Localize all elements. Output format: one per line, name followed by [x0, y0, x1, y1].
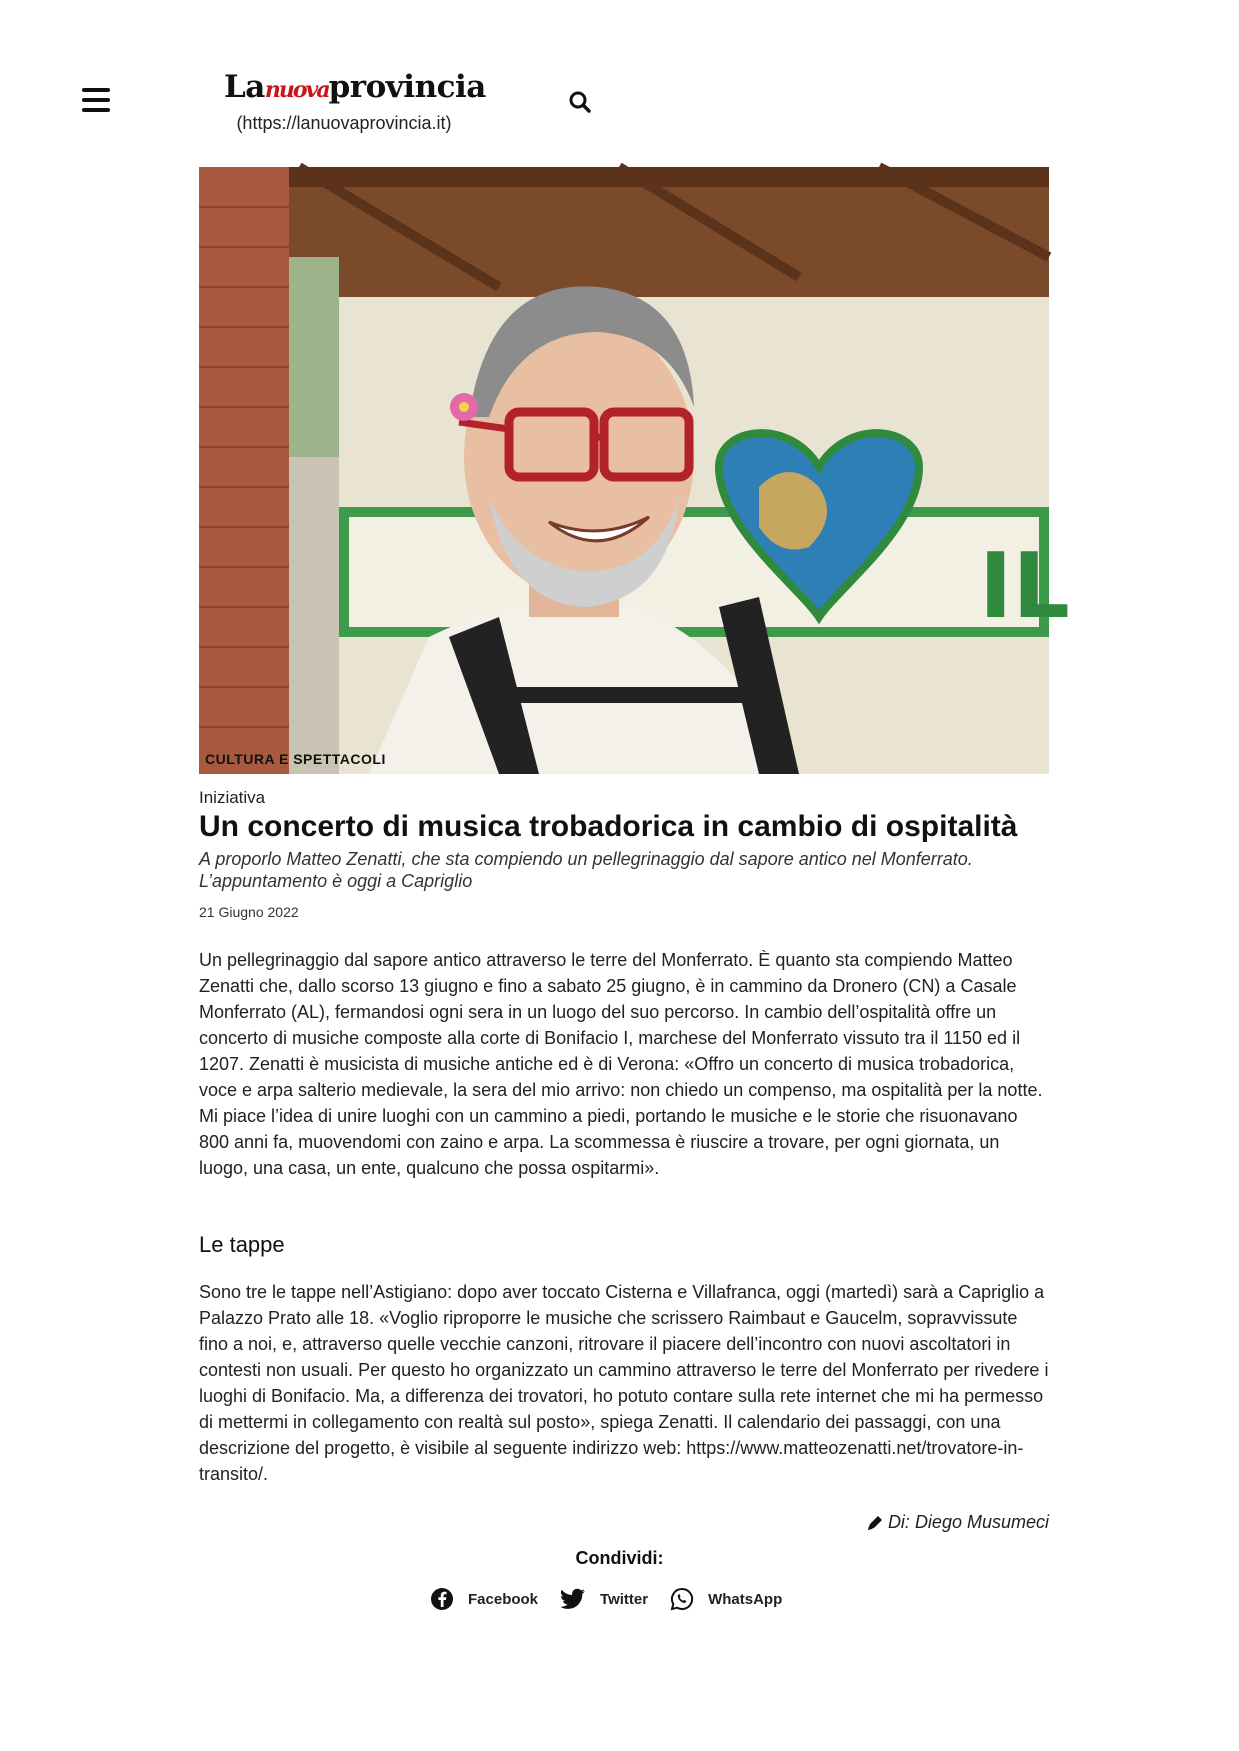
- share-twitter-button[interactable]: Twitter: [560, 1588, 648, 1610]
- logo-url-link[interactable]: (https://lanuovaprovincia.it): [236, 113, 452, 133]
- share-label: Condividi:: [575, 1548, 664, 1568]
- twitter-icon: [560, 1588, 586, 1610]
- category-label[interactable]: CULTURA E SPETTACOLI: [205, 751, 386, 767]
- article-date: 21 Giugno 2022: [199, 904, 299, 920]
- article-author: [866, 1512, 1049, 1533]
- share-facebook-button[interactable]: Facebook: [430, 1587, 538, 1611]
- svg-text:IL: IL: [979, 534, 1070, 639]
- share-whatsapp-button[interactable]: WhatsApp: [670, 1587, 782, 1611]
- whatsapp-icon: [670, 1587, 694, 1611]
- facebook-icon: [430, 1587, 454, 1611]
- author-name: Di: Diego Musumeci: [887, 1512, 1049, 1532]
- hamburger-menu-icon[interactable]: [82, 88, 110, 114]
- article-subtitle: A proporlo Matteo Zenatti, che sta compiendo un pellegrinaggio dal sapore antico nel Monferrato. L’appuntamento è oggi a Capriglio: [199, 849, 973, 891]
- article-paragraph: Un pellegrinaggio dal sapore antico attraverso le terre del Monferrato. È quanto sta compiendo Matteo Zenatti che, dallo scorso 13 giugno e fino a sabato 25 giugno, è in cammino da Dronero (CN) a Casale Monferrato (AL), fermandosi ogni sera in un luogo del suo percorso. In cambio dell’ospitalità offre un concerto di musiche composte alla corte di Bonifacio I, marchese del Monferrato vissuto tra il 1150 ed il 1207. Zenatti è musicista di musiche antiche ed è di Verona: «Offro un concerto di musica trobadorica, voce e arpa salterio medievale, la sera del mio arrivo: non chiedo un compenso, ma ospitalità per la notte. Mi piace l’idea di unire luoghi con un cammino a piedi, portando le musiche e le storie che risuonavano 800 anni fa, muovendomi con zaino e arpa. La scommessa è riuscire a trovare, per ogni giornata, un luogo, una casa, un ente, qualcuno che possa ospitarmi».: [199, 950, 1043, 1178]
- site-logo[interactable]: [224, 68, 486, 134]
- article-kicker: Iniziativa: [199, 788, 266, 807]
- section-title: Le tappe: [199, 1232, 285, 1257]
- hero-image: [199, 167, 1070, 774]
- pen-icon: [866, 1514, 884, 1532]
- article-title: Un concerto di musica trobadorica in cambio di ospitalità: [199, 810, 1018, 843]
- share-bar: [430, 1587, 794, 1611]
- article-paragraph: Sono tre le tappe nell’Astigiano: dopo aver toccato Cisterna e Villafranca, oggi (martedì) sarà a Capriglio a Palazzo Prato alle 18. «Voglio riproporre le musiche che scrissero Raimbaut e Gaucelm, sopravvissute fino a noi, e, attraverso quelle vecchie canzoni, ritrovare il piacere dell’incontro con nuovi ascoltatori in contesti non usuali. Per questo ho organizzato un cammino attraverso le terre del Monferrato per rivedere i luoghi di Bonifacio. Ma, a differenza dei trovatori, ho potuto contare sulla rete internet che mi ha permesso di mettermi in collegamento con realtà sul posto», spiega Zenatti. Il calendario dei passaggi, con una descrizione del progetto, è visibile al seguente indirizzo web: https://www.matteozenatti.net/trovatore-in-transito/.: [199, 1282, 1049, 1484]
- search-icon[interactable]: [568, 90, 592, 114]
- logo-wordmark: Lanuovaprovincia: [224, 69, 486, 105]
